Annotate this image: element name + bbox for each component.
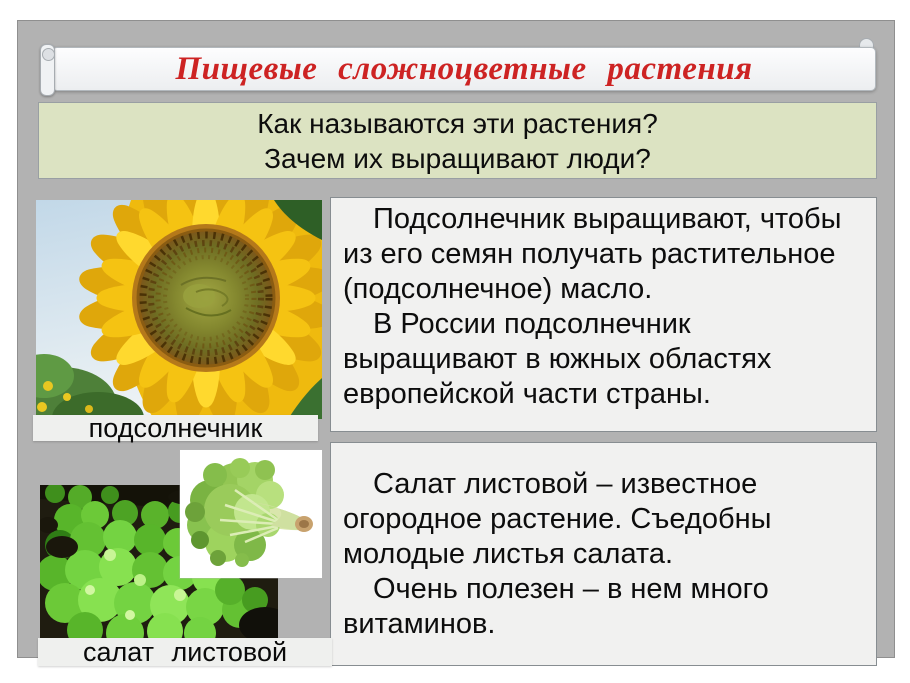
lettuce-textbox: [330, 442, 877, 666]
title-scroll-banner: [40, 36, 876, 96]
scroll-roll-icon: [40, 44, 55, 96]
text-line: молодые листья салата.: [343, 538, 674, 570]
text-line: огородное растение. Съедобны: [343, 503, 772, 535]
sunflower-photo: [36, 200, 322, 419]
text-line: выращивают в южных областях: [343, 343, 772, 375]
question-line-2: Зачем их выращивают люди?: [264, 143, 651, 174]
question-line-1: Как называются эти растения?: [257, 108, 658, 139]
lettuce-head-photo: [180, 450, 322, 578]
text-line: европейской части страны.: [343, 378, 711, 410]
sunflower-textbox: [330, 197, 877, 432]
sunflower-caption: подсолнечник: [33, 415, 318, 441]
text-line: Салат листовой – известное: [373, 468, 758, 500]
question-box: [38, 102, 877, 179]
text-line: витаминов.: [343, 608, 496, 640]
text-line: Очень полезен – в нем много: [373, 573, 769, 605]
scroll-knob-icon: [42, 48, 55, 61]
text-line: из его семян получать растительное: [343, 238, 836, 270]
slide-title: Пищевые сложноцветные растения: [175, 50, 753, 87]
text-line: Подсолнечник выращивают, чтобы: [373, 203, 842, 235]
title-scroll-body: [52, 47, 876, 91]
text-line: (подсолнечное) масло.: [343, 273, 653, 305]
text-line: В России подсолнечник: [373, 308, 691, 340]
lettuce-caption: салат листовой: [38, 638, 332, 666]
